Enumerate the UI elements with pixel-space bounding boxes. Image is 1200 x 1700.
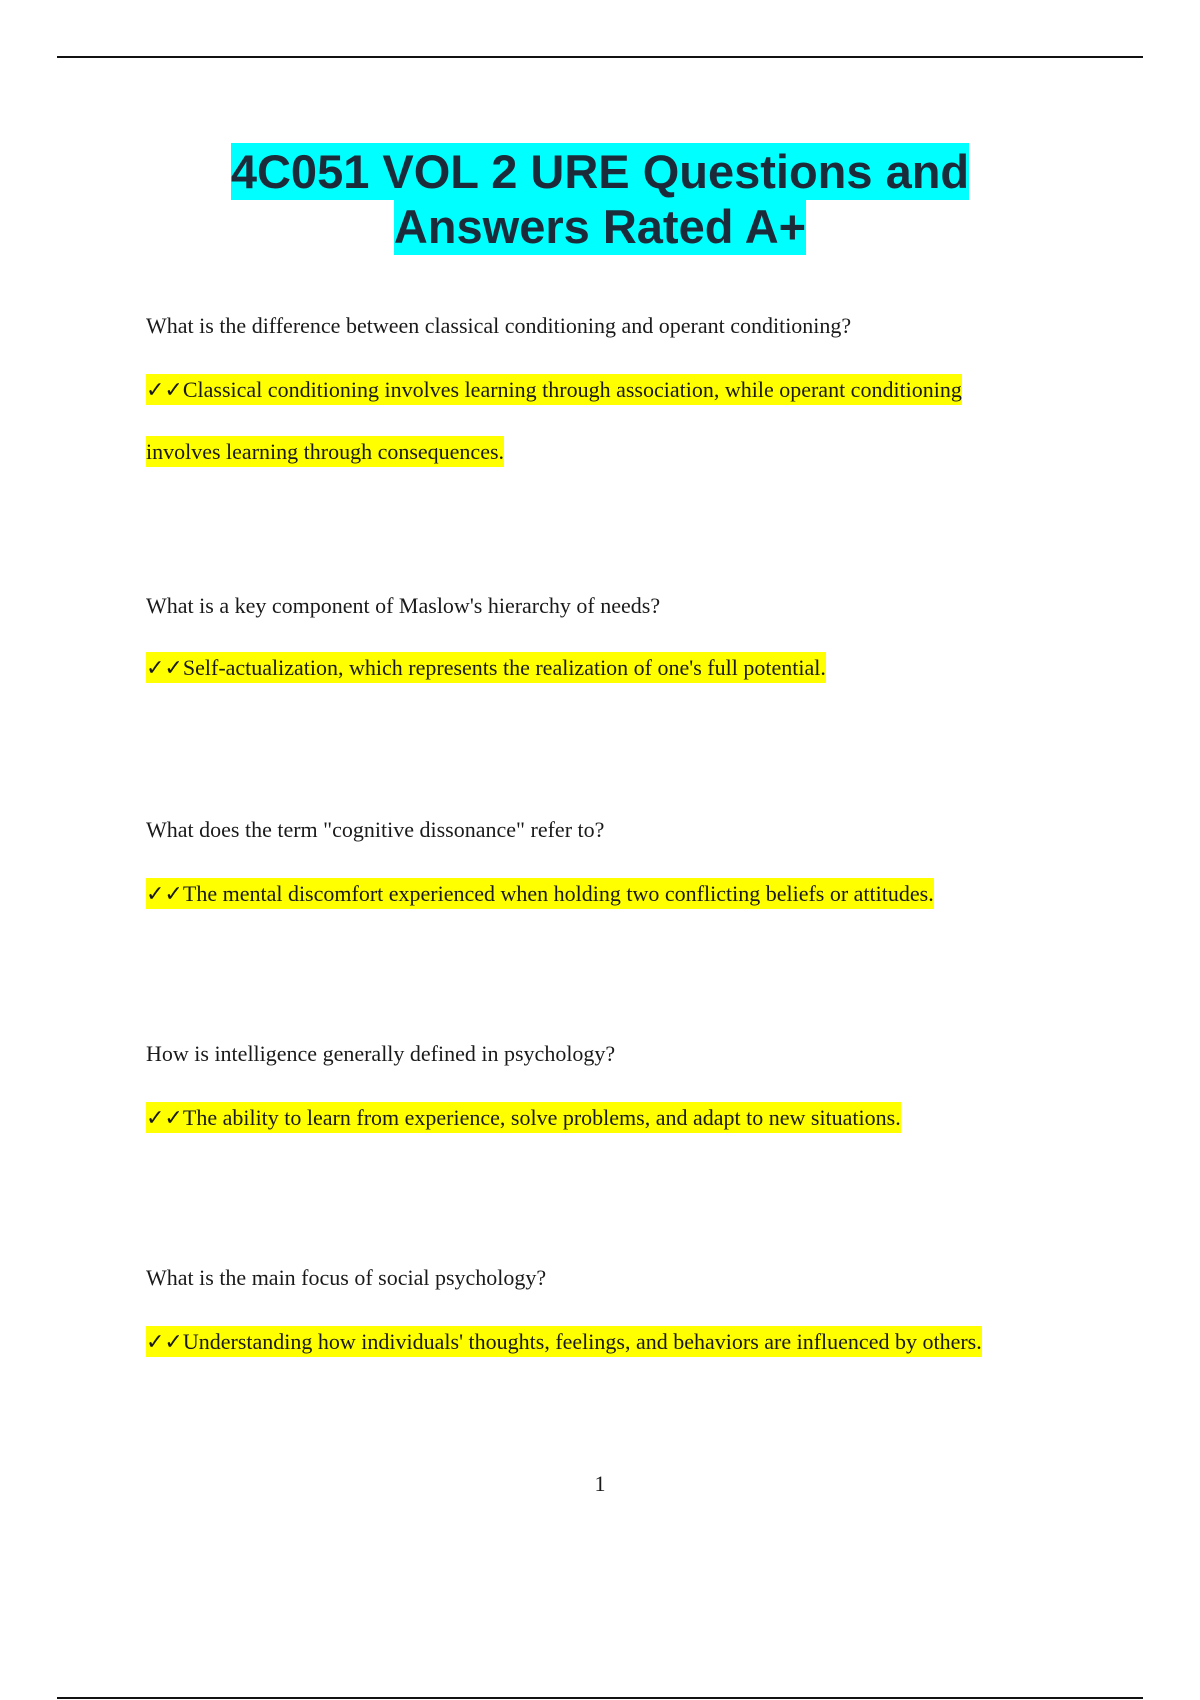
document-title [0,144,1200,254]
answer-text [146,359,1066,482]
answer-line-1: Classical conditioning involves learning through association, while operant conditioning [182,377,962,402]
answer-highlight: ✓✓The mental discomfort experienced when holding two conflicting beliefs or attitudes. [146,878,934,909]
answer-highlight [146,374,962,405]
answer-highlight [146,436,504,467]
question-text: What is the difference between classical conditioning and operant conditioning? [146,313,852,338]
title-line-2: Answers Rated A+ [393,200,807,253]
question-text: How is intelligence generally defined in psychology? [146,1041,616,1066]
qa-item-2 [146,593,1066,699]
answer-highlight: ✓✓The ability to learn from experience, solve problems, and adapt to new situations. [146,1102,901,1133]
qa-item-4 [146,1041,1066,1149]
qa-item-1 [146,313,1066,482]
qa-item-3 [146,817,1066,925]
answer-highlight: ✓✓Self-actualization, which represents the realization of one's full potential. [146,652,826,683]
qa-item-5 [146,1265,1066,1373]
bottom-rule [57,1697,1143,1699]
question-text: What does the term "cognitive dissonance" refer to? [146,817,605,842]
title-line-1: 4C051 VOL 2 URE Questions and [230,145,970,198]
double-check-icon: ✓✓ [146,1330,183,1355]
question-text: What is a key component of Maslow's hierarchy of needs? [146,593,661,618]
answer-text [146,637,1066,699]
double-check-icon: ✓✓ [146,656,183,681]
answer-text [146,1087,1066,1149]
top-rule [57,56,1143,58]
answer-line-2: involves learning through consequences. [146,439,505,464]
question-text: What is the main focus of social psychology? [146,1265,547,1290]
page-number: 1 [594,1471,606,1496]
answer-text [146,1311,1066,1373]
double-check-icon: ✓✓ [146,378,183,403]
answer-highlight: ✓✓Understanding how individuals' thoughts, feelings, and behaviors are influenced by others. [146,1326,982,1357]
answer-text [146,863,1066,925]
double-check-icon: ✓✓ [146,1106,183,1131]
double-check-icon: ✓✓ [146,882,183,907]
